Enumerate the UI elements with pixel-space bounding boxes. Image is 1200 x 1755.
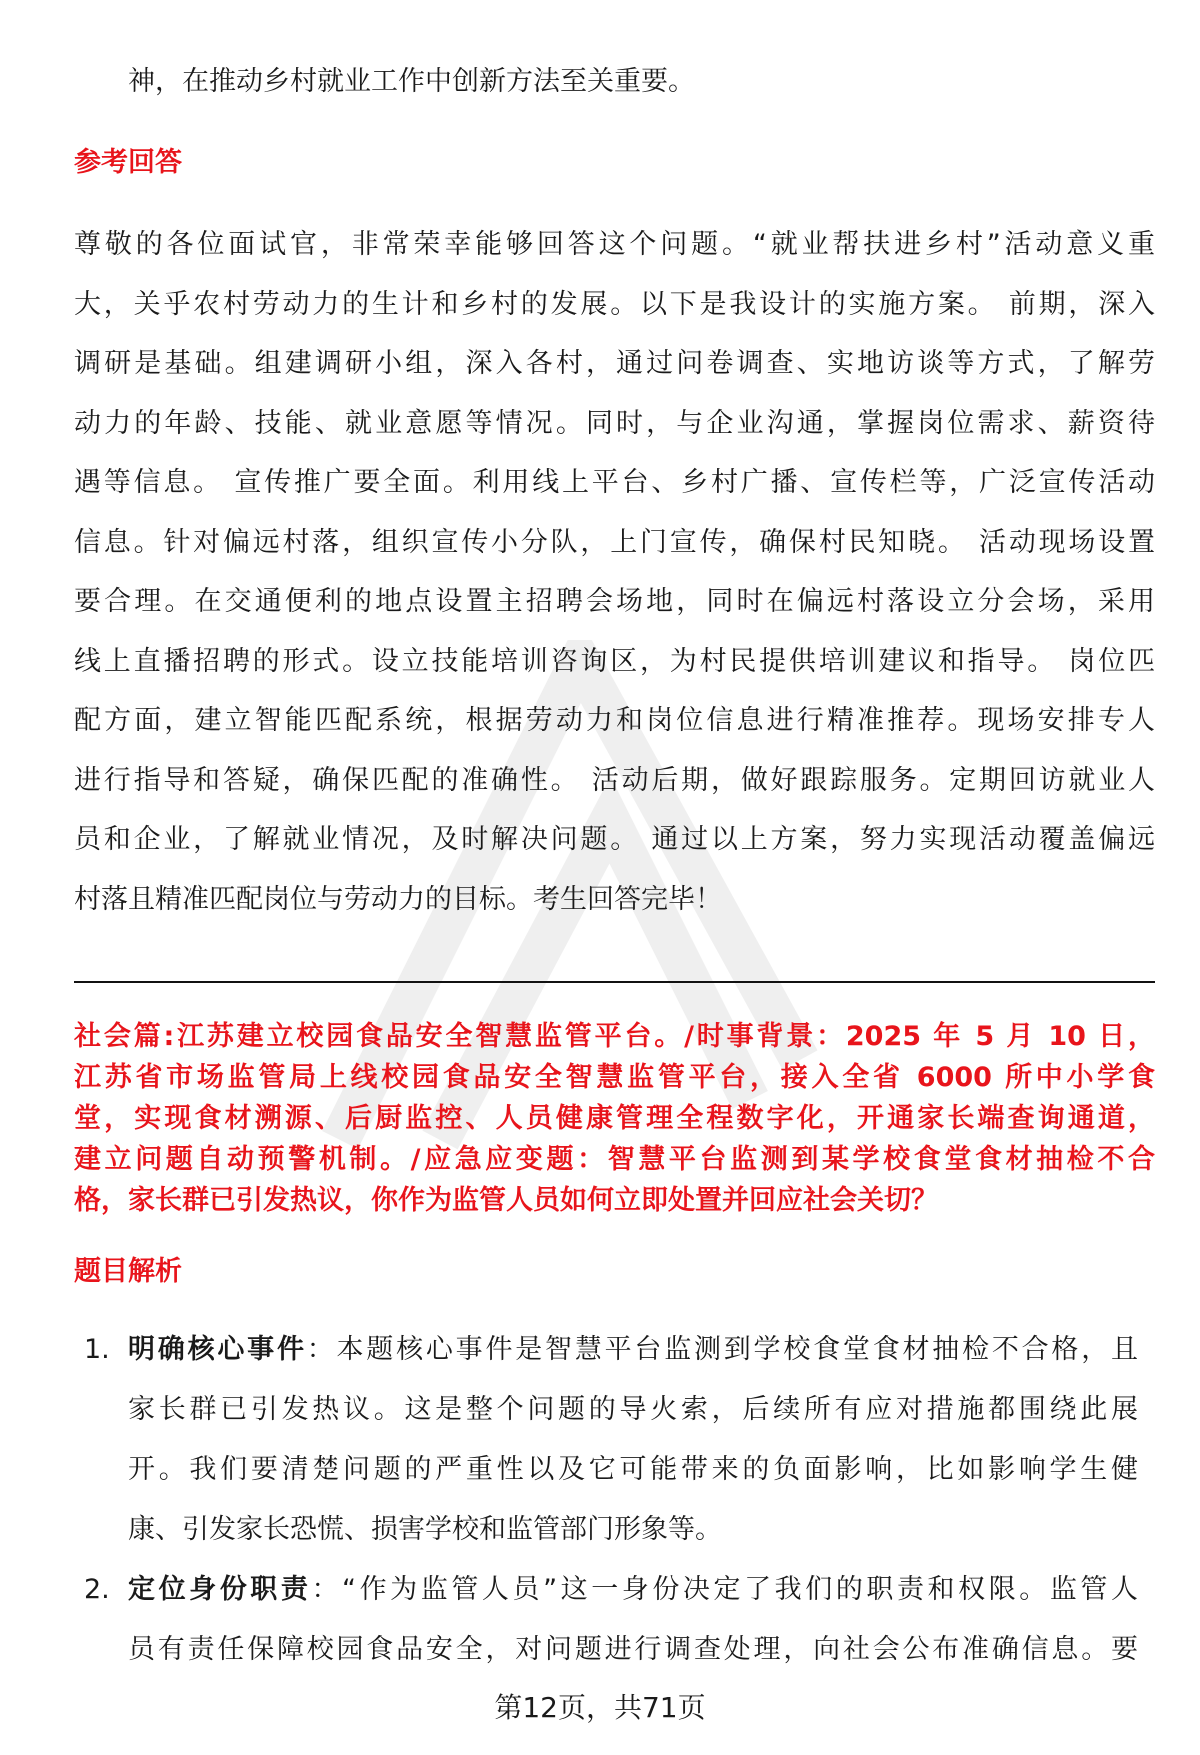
page-number: 第12页，共71页 xyxy=(494,1691,706,1724)
question-line: 社会篇:江苏建立校园食品安全智慧监管平台。/时事背景：2025 年 5 月 10 日， xyxy=(74,1021,1155,1052)
list-number: 2. xyxy=(84,1574,110,1605)
answer-line: 员和企业，了解就业情况，及时解决问题。 通过以上方案，努力实现活动覆盖偏远 xyxy=(74,824,1155,855)
list-item-text: ：本题核心事件是智慧平台监测到学校食堂食材抽检不合格，且 xyxy=(306,1334,1139,1365)
answer-line: 要合理。在交通便利的地点设置主招聘会场地，同时在偏远村落设立分会场，采用 xyxy=(74,586,1155,617)
list-item-line: 开。我们要清楚问题的严重性以及它可能带来的负面影响，比如影响学生健 xyxy=(128,1454,1138,1485)
analysis-heading: 题目解析 xyxy=(74,1256,182,1287)
list-item-line: 家长群已引发热议。这是整个问题的导火索，后续所有应对措施都围绕此展 xyxy=(128,1394,1138,1425)
answer-line: 动力的年龄、技能、就业意愿等情况。同时，与企业沟通，掌握岗位需求、薪资待 xyxy=(74,407,1155,439)
answer-line: 大，关乎农村劳动力的生计和乡村的发展。以下是我设计的实施方案。 前期，深入 xyxy=(74,288,1155,320)
question-line: 格，家长群已引发热议，你作为监管人员如何立即处置并回应社会关切？ xyxy=(74,1185,938,1216)
question-line: 堂，实现食材溯源、后厨监控、人员健康管理全程数字化，开通家长端查询通道， xyxy=(74,1103,1155,1134)
list-item-line: 康、引发家长恐慌、损害学校和监管部门形象等。 xyxy=(128,1514,722,1545)
answer-line: 尊敬的各位面试官，非常荣幸能够回答这个问题。“就业帮扶进乡村”活动意义重 xyxy=(74,229,1155,260)
answer-line: 调研是基础。组建调研小组，深入各村，通过问卷调查、实地访谈等方式，了解劳 xyxy=(74,348,1155,379)
list-item-title: 定位身份职责 xyxy=(128,1574,312,1605)
answer-line: 遇等信息。 宣传推广要全面。利用线上平台、乡村广播、宣传栏等，广泛宣传活动 xyxy=(74,467,1155,498)
list-item-title: 明确核心事件 xyxy=(128,1334,307,1365)
section-divider xyxy=(74,981,1155,983)
list-item-text: ：“作为监管人员”这一身份决定了我们的职责和权限。监管人 xyxy=(311,1574,1139,1605)
intro-tail-text: 神，在推动乡村就业工作中创新方法至关重要。 xyxy=(128,66,695,97)
question-line: 江苏省市场监管局上线校园食品安全智慧监管平台，接入全省 6000 所中小学食 xyxy=(74,1062,1155,1093)
answer-line: 进行指导和答疑，确保匹配的准确性。 活动后期，做好跟踪服务。定期回访就业人 xyxy=(74,764,1155,796)
answer-line: 线上直播招聘的形式。设立技能培训咨询区，为村民提供培训建议和指导。 岗位匹 xyxy=(74,645,1155,677)
question-line: 建立问题自动预警机制。/应急应变题：智慧平台监测到某学校食堂食材抽检不合 xyxy=(74,1144,1155,1175)
list-item-first-line xyxy=(128,1332,1138,1368)
list-item-first-line xyxy=(128,1572,1138,1608)
list-number: 1. xyxy=(84,1334,110,1365)
list-item-line: 员有责任保障校园食品安全，对问题进行调查处理，向社会公布准确信息。要 xyxy=(128,1634,1138,1665)
answer-line: 村落且精准匹配岗位与劳动力的目标。考生回答完毕！ xyxy=(74,883,722,915)
answer-line: 配方面，建立智能匹配系统，根据劳动力和岗位信息进行精准推荐。现场安排专人 xyxy=(74,705,1155,736)
answer-heading: 参考回答 xyxy=(74,147,182,178)
answer-line: 信息。针对偏远村落，组织宣传小分队，上门宣传，确保村民知晓。 活动现场设置 xyxy=(74,526,1155,558)
